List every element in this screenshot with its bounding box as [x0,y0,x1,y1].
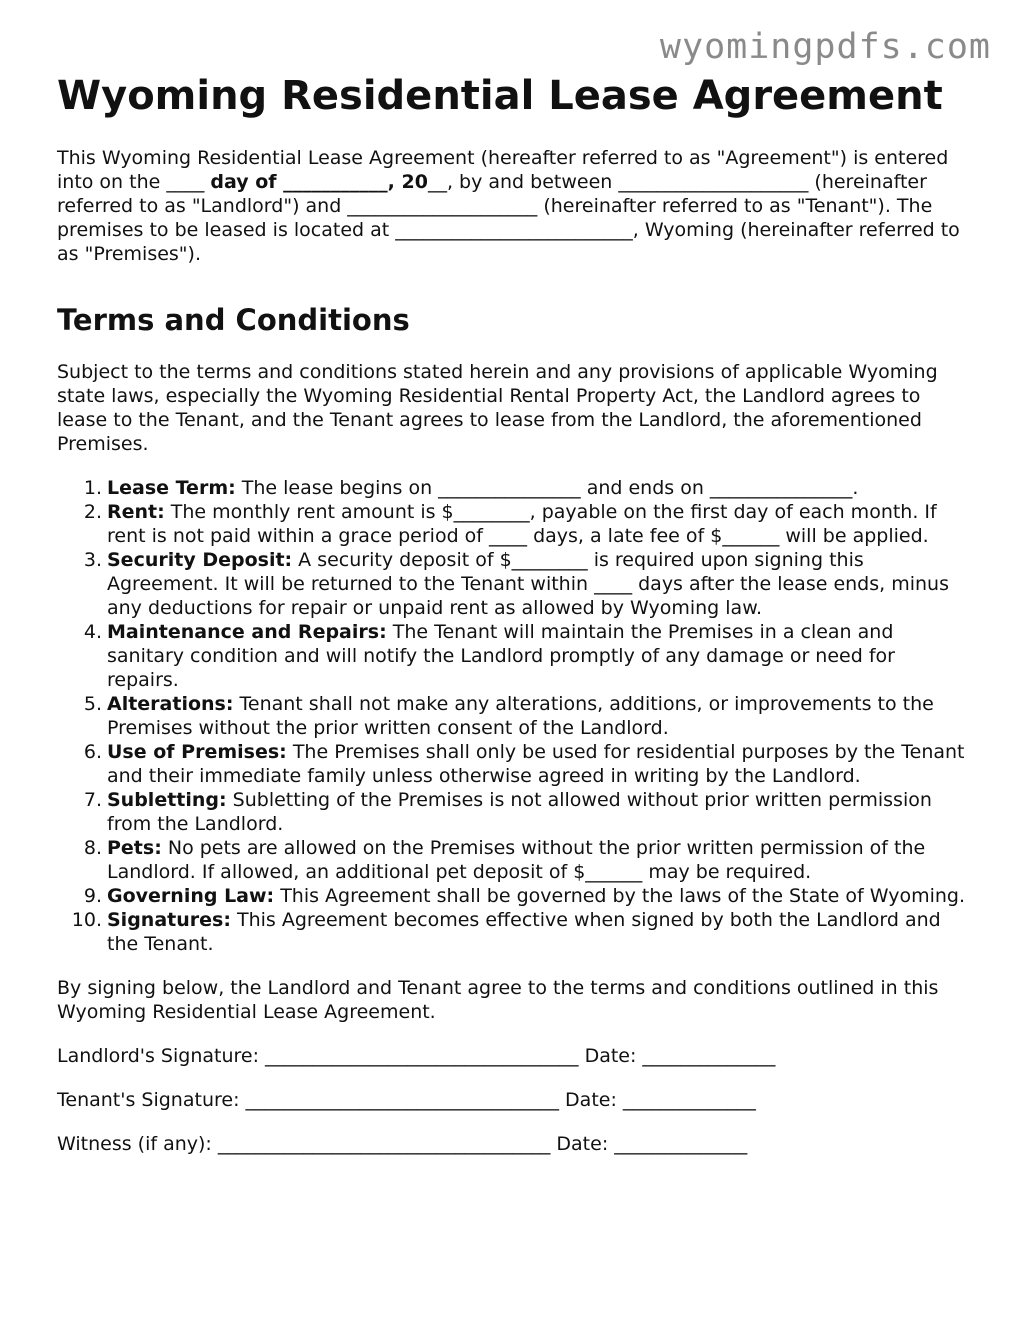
term-text: The Tenant will maintain the Premises in a clean and sanitary condition and will notify the Landlord promptly of any damage or need for repairs. [107,621,895,691]
term-number: 7. [83,789,102,811]
term-number: 9. [83,885,102,907]
term-number: 1. [83,477,102,499]
subject-paragraph: Subject to the terms and conditions stated herein and any provisions of applicable Wyoming state laws, especially the Wyoming Residential Rental Property Act, the Landlord agrees to lease to the Tenant, and the Tenant agrees to lease from the Landlord, the aforementioned Premises. [57,361,938,455]
term-text: A security deposit of $________ is required upon signing this Agreement. It will be returned to the Tenant within ____ days after the lease ends, minus any deductions for repair or unpaid rent as allowed by Wyoming law. [107,549,949,619]
term-text: The Premises shall only be used for residential purposes by the Tenant and their immediate family unless otherwise agreed in writing by the Landlord. [107,741,965,787]
term-label: Security Deposit: [107,549,293,571]
landlord-signature-line: Landlord's Signature: _________________________________ Date: ______________ [57,1045,776,1067]
term-number: 10. [71,909,102,931]
term-number: 2. [83,501,102,523]
intro-text-1: This Wyoming Residential Lease Agreement (hereafter referred to as "Agreement") is entered into on the ____ [57,147,949,193]
section-heading: Terms and Conditions [57,303,410,337]
watermark: wyomingpdfs.com [659,27,991,67]
term-label: Governing Law: [107,885,275,907]
intro-text-2: __, by and between ____________________ (hereinafter referred to as "Landlord") and ____________________ (hereinafter referred to as "Tenant"). The premises to be leased is located at _________________________, Wyoming (hereinafter referred to as "Premises"). [57,171,960,265]
term-item [57,740,967,788]
term-item [57,788,967,836]
tenant-signature-line: Tenant's Signature: _________________________________ Date: ______________ [57,1089,756,1111]
term-text: This Agreement becomes effective when signed by both the Landlord and the Tenant. [107,909,941,955]
document-title: Wyoming Residential Lease Agreement [57,73,943,119]
term-item [57,692,967,740]
term-label: Alterations: [107,693,234,715]
term-label: Maintenance and Repairs: [107,621,387,643]
terms-list [57,476,967,956]
term-label: Rent: [107,501,165,523]
term-item [57,548,967,620]
term-item [57,500,967,548]
term-label: Subletting: [107,789,227,811]
term-text: Tenant shall not make any alterations, additions, or improvements to the Premises without the prior written consent of the Landlord. [107,693,934,739]
term-number: 4. [83,621,102,643]
term-item [57,620,967,692]
term-text: This Agreement shall be governed by the laws of the State of Wyoming. [274,885,965,907]
closing-paragraph: By signing below, the Landlord and Tenant agree to the terms and conditions outlined in this Wyoming Residential Lease Agreement. [57,977,939,1023]
term-item [57,884,967,908]
term-label: Signatures: [107,909,231,931]
term-number: 5. [83,693,102,715]
term-text: Subletting of the Premises is not allowed without prior written permission from the Landlord. [107,789,932,835]
term-text: The monthly rent amount is $________, payable on the first day of each month. If rent is not paid within a grace period of ____ days, a late fee of $______ will be applied. [107,501,937,547]
term-label: Pets: [107,837,162,859]
document-page [57,72,967,1156]
term-number: 3. [83,549,102,571]
term-item [57,476,967,500]
term-item [57,908,967,956]
term-label: Lease Term: [107,477,236,499]
intro-bold-text: day of ___________, 20 [210,171,428,193]
witness-signature-line: Witness (if any): ___________________________________ Date: ______________ [57,1133,748,1155]
term-number: 8. [83,837,102,859]
term-item [57,836,967,884]
intro-paragraph [57,146,967,266]
term-text: No pets are allowed on the Premises without the prior written permission of the Landlord. If allowed, an additional pet deposit of $______ may be required. [107,837,926,883]
term-label: Use of Premises: [107,741,287,763]
term-number: 6. [83,741,102,763]
term-text: The lease begins on _______________ and ends on _______________. [235,477,859,499]
